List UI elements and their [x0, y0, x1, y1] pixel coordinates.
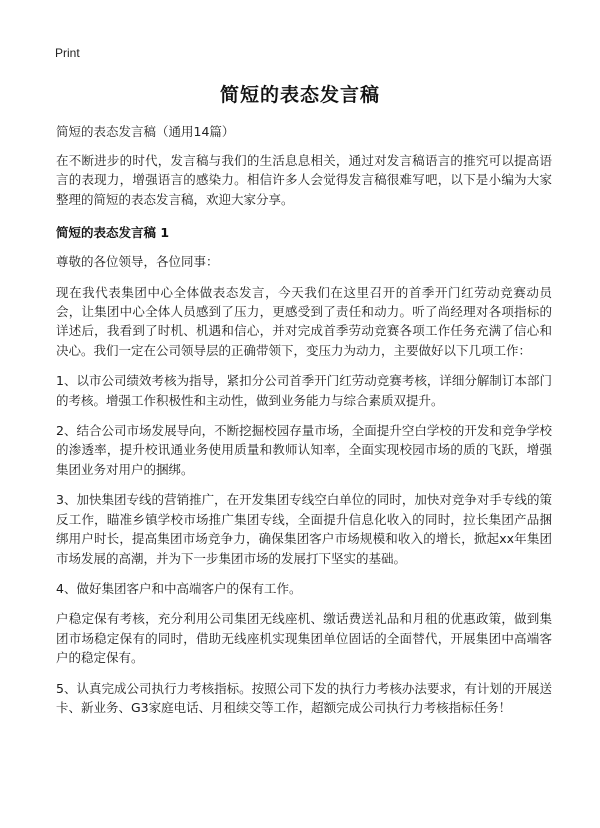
- body-paragraph-7: 5、认真完成公司执行力考核指标。按照公司下发的执行力考核办法要求，有计划的开展送卡、新业务、G3家庭电话、月租续交等工作，超额完成公司执行力考核指标任务！: [56, 680, 552, 715]
- body-paragraph-6: 户稳定保有考核，充分利用公司集团无线座机、缴话费送礼品和月租的优惠政策，做到集团市场稳定保有的同时，借助无线座机实现集团单位固话的全面替代，开展集团中高端客户的稳定保有。: [56, 611, 552, 666]
- greeting-paragraph: 尊敬的各位领导，各位同事：: [56, 254, 219, 270]
- body-paragraph-2: 1、以市公司绩效考核为指导，紧扣分公司首季开门红劳动竞赛考核，详细分解制订本部门的考核。增强工作积极性和主动性，做到业务能力与综合素质双提升。: [56, 373, 552, 408]
- document-subtitle: 简短的表态发言稿（通用14篇）: [56, 124, 235, 139]
- body-paragraph-4: 3、加快集团专线的营销推广，在开发集团专线空白单位的同时，加快对竞争对手专线的策反工作，瞄准乡镇学校市场推广集团专线，全面提升信息化收入的同时，拉长集团产品捆绑用户时长，提高集团市场竞争力，确保集团客户市场规模和收入的增长，掀起xx年集团市场发展的高潮，并为下一步集团市场的发展打下坚实的基础。: [56, 492, 552, 566]
- body-paragraph-1: 现在我代表集团中心全体做表态发言，今天我们在这里召开的首季开门红劳动竞赛动员会，让集团中心全体人员感到了压力，更感受到了责任和动力。听了尚经理对各项指标的详述后，我看到了时机、机遇和信心，并对完成首季劳动竞赛各项工作任务充满了信心和决心。我们一定在公司领导层的正确带领下，变压力为动力，主要做好以下几项工作：: [56, 284, 552, 358]
- body-paragraph-3: 2、结合公司市场发展导向，不断挖掘校园存量市场，全面提升空白学校的开发和竞争学校的渗透率，提升校讯通业务使用质量和教师认知率，全面实现校园市场的质的飞跃，增强集团业务对用户的捆绑。: [56, 423, 552, 477]
- print-link[interactable]: Print: [55, 46, 80, 60]
- page-title: 简短的表态发言稿: [219, 84, 380, 106]
- body-paragraph-5: 4、做好集团客户和中高端客户的保有工作。: [56, 580, 302, 596]
- document-body: [56, 122, 552, 728]
- intro-paragraph: 在不断进步的时代，发言稿与我们的生活息息相关，通过对发言稿语言的推究可以提高语言的表现力，增强语言的感染力。相信许多人会觉得发言稿很难写吧，以下是小编为大家整理的简短的表态发言稿，欢迎大家分享。: [56, 153, 552, 207]
- section-heading: 简短的表态发言稿 1: [56, 225, 170, 241]
